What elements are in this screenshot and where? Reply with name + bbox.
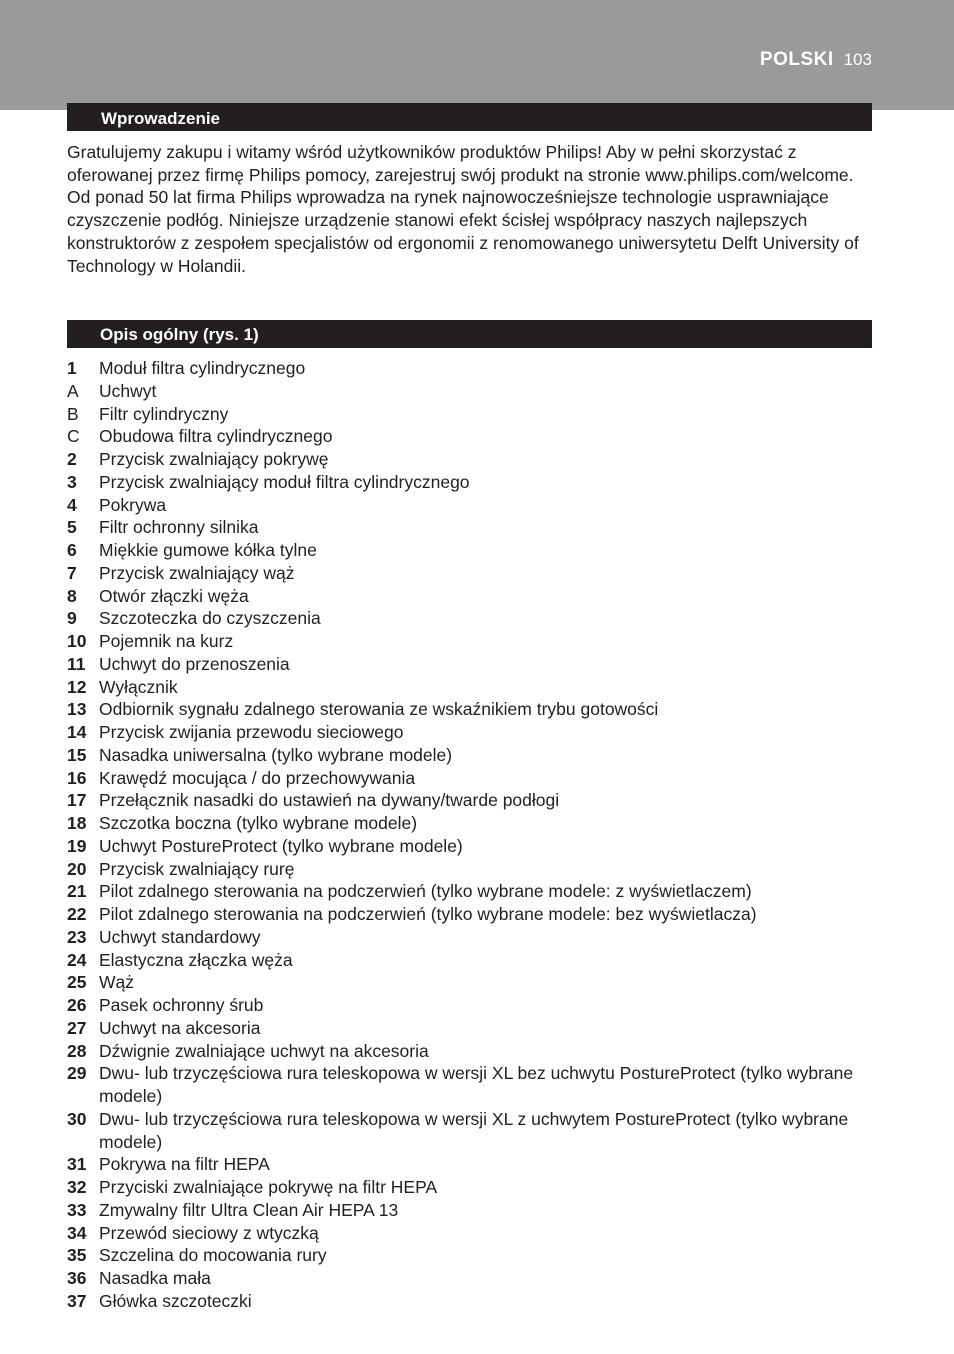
item-number: 1 [67, 358, 77, 378]
item-number: 23 [67, 926, 87, 947]
section-title: Opis ogólny (rys. 1) [100, 325, 259, 344]
item-number: 16 [67, 767, 87, 788]
item-number: 20 [67, 858, 87, 879]
item-number: 5 [67, 517, 77, 538]
item-number: 28 [67, 1040, 87, 1061]
item-text: Przewód sieciowy z wtyczką [99, 1222, 319, 1243]
list-item [67, 539, 857, 562]
item-number: 27 [67, 1017, 87, 1038]
page-language: POLSKI [759, 49, 834, 70]
item-number: 11 [67, 653, 86, 674]
item-number: 4 [67, 494, 77, 515]
section-heading-introduction [67, 103, 872, 131]
list-item [67, 789, 857, 812]
item-number: 7 [67, 562, 77, 583]
list-item [67, 721, 857, 744]
item-text: Pilot zdalnego sterowania na podczerwień (tylko wybrane modele: z wyświetlaczem) [99, 881, 752, 902]
list-item [67, 1040, 857, 1063]
item-text: Przycisk zwalniający moduł filtra cylindrycznego [99, 471, 470, 492]
item-number: 24 [67, 949, 87, 970]
item-number: A [67, 380, 79, 401]
intro-text [67, 141, 867, 277]
item-text: Uchwyt [99, 380, 157, 401]
item-text: Zmywalny filtr Ultra Clean Air HEPA 13 [99, 1199, 399, 1220]
list-item [67, 744, 857, 767]
item-text: Nasadka mała [99, 1268, 211, 1288]
item-number: 36 [67, 1268, 87, 1288]
list-item [67, 1222, 857, 1245]
item-number: 19 [67, 835, 87, 856]
item-text: Szczoteczka do czyszczenia [99, 608, 321, 629]
list-item [67, 1153, 857, 1176]
list-item [67, 1199, 857, 1222]
item-number: 32 [67, 1177, 87, 1197]
section-title: Wprowadzenie [101, 109, 221, 128]
item-text: Przycisk zwijania przewodu sieciowego [99, 722, 404, 742]
item-text: Przycisk zwalniający pokrywę [99, 449, 329, 469]
item-number: C [67, 426, 80, 447]
item-text: Krawędź mocująca / do przechowywania [99, 767, 416, 788]
item-number: 17 [67, 790, 87, 811]
list-item [67, 858, 857, 881]
list-item [67, 448, 857, 471]
item-number: 34 [67, 1222, 87, 1243]
item-text: Otwór złączki węża [99, 585, 249, 606]
item-text: Odbiornik sygnału zdalnego sterowania ze wskaźnikiem trybu gotowości [99, 699, 659, 720]
list-item [67, 949, 857, 972]
item-text: Pojemnik na kurz [99, 631, 234, 651]
item-number: 14 [67, 722, 87, 742]
item-number: 13 [67, 699, 87, 720]
list-item [67, 425, 857, 448]
list-item [67, 357, 857, 380]
item-text: Miękkie gumowe kółka tylne [99, 540, 317, 560]
item-number: 10 [67, 631, 87, 651]
item-text: Przycisk zwalniający rurę [99, 858, 295, 879]
list-item [67, 835, 857, 858]
list-item [67, 812, 857, 835]
item-text: Przełącznik nasadki do ustawień na dywany/twarde podłogi [99, 790, 560, 811]
item-text: Dwu- lub trzyczęściowa rura teleskopowa w wersji XL z uchwytem PostureProtect (tylko wybrane modele) [99, 1108, 849, 1152]
intro-paragraph-1: Gratulujemy zakupu i witamy wśród użytkowników produktów Philips! Aby w pełni skorzystać z oferowanej przez firmę Philips pomocy, zarejestruj swój produkt na stronie www.philips.com/welcome. [67, 142, 854, 185]
list-item [67, 653, 857, 676]
item-text: Przycisk zwalniający wąż [99, 562, 295, 583]
item-text: Dźwignie zwalniające uchwyt na akcesoria [99, 1040, 429, 1061]
item-text: Uchwyt PostureProtect (tylko wybrane modele) [99, 835, 463, 856]
list-item [67, 1062, 857, 1108]
item-text: Pokrywa na filtr HEPA [99, 1154, 270, 1175]
item-number: 33 [67, 1199, 87, 1220]
list-item [67, 607, 857, 630]
item-text: Pasek ochronny śrub [99, 995, 264, 1015]
item-number: 21 [67, 881, 87, 902]
list-item [67, 562, 857, 585]
list-item [67, 1290, 857, 1313]
list-item [67, 698, 857, 721]
list-item [67, 767, 857, 790]
item-text: Szczelina do mocowania rury [99, 1245, 327, 1266]
item-text: Obudowa filtra cylindrycznego [99, 426, 333, 447]
item-text: Uchwyt standardowy [99, 926, 261, 947]
list-item [67, 1176, 857, 1199]
item-number: 8 [67, 585, 77, 606]
list-item [67, 676, 857, 699]
item-number: 26 [67, 995, 87, 1015]
item-text: Wyłącznik [99, 676, 178, 697]
list-item [67, 403, 857, 426]
list-item [67, 471, 857, 494]
list-item [67, 926, 857, 949]
list-item [67, 585, 857, 608]
item-text: Uchwyt do przenoszenia [99, 653, 290, 674]
item-text: Nasadka uniwersalna (tylko wybrane modele) [99, 744, 453, 765]
item-number: 22 [67, 904, 87, 924]
list-item [67, 903, 857, 926]
item-number: 9 [67, 608, 77, 629]
item-number: 31 [67, 1154, 87, 1175]
item-text: Moduł filtra cylindrycznego [99, 358, 306, 378]
item-number: 3 [67, 471, 77, 492]
list-item [67, 994, 857, 1017]
list-item [67, 880, 857, 903]
item-number: 6 [67, 540, 77, 560]
item-number: 2 [67, 449, 77, 469]
page-number: 103 [843, 50, 872, 69]
section-heading-general-description [67, 320, 872, 348]
item-number: 30 [67, 1108, 87, 1129]
item-text: Dwu- lub trzyczęściowa rura teleskopowa w wersji XL bez uchwytu PostureProtect (tylko wybrane modele) [99, 1063, 854, 1106]
list-item [67, 1017, 857, 1040]
item-number: 37 [67, 1290, 87, 1311]
list-item [67, 494, 857, 517]
list-item [67, 1108, 857, 1154]
item-number: 35 [67, 1245, 87, 1266]
item-text: Szczotka boczna (tylko wybrane modele) [99, 813, 418, 833]
item-number: 15 [67, 744, 87, 765]
item-number: 18 [67, 813, 87, 833]
item-number: 25 [67, 972, 87, 993]
list-item [67, 1267, 857, 1290]
list-item [67, 630, 857, 653]
list-item [67, 971, 857, 994]
intro-paragraph-2: Od ponad 50 lat firma Philips wprowadza na rynek najnowocześniejsze technologie usprawniające czyszczenie podłóg. Niniejsze urządzenie stanowi efekt ścisłej współpracy naszych najlepszych konstruktorów z zespołem specjalistów od ergonomii z renomowanego uniwersytetu Delft University of Technology w Holandii. [67, 187, 859, 276]
item-text: Pilot zdalnego sterowania na podczerwień (tylko wybrane modele: bez wyświetlacza) [99, 904, 757, 924]
item-text: Główka szczoteczki [99, 1290, 252, 1311]
item-number: 12 [67, 676, 87, 697]
list-item [67, 1244, 857, 1267]
item-text: Elastyczna złączka węża [99, 949, 293, 970]
item-text: Filtr ochronny silnika [99, 517, 259, 538]
list-item [67, 380, 857, 403]
item-number: 29 [67, 1063, 87, 1084]
item-text: Pokrywa [99, 494, 167, 515]
page-header [760, 49, 872, 71]
item-text: Uchwyt na akcesoria [99, 1017, 261, 1038]
item-text: Przyciski zwalniające pokrywę na filtr HEPA [99, 1177, 438, 1197]
item-text: Filtr cylindryczny [99, 403, 229, 424]
parts-list [67, 357, 857, 1313]
item-number: B [67, 403, 79, 424]
list-item [67, 516, 857, 539]
item-text: Wąż [99, 972, 134, 993]
